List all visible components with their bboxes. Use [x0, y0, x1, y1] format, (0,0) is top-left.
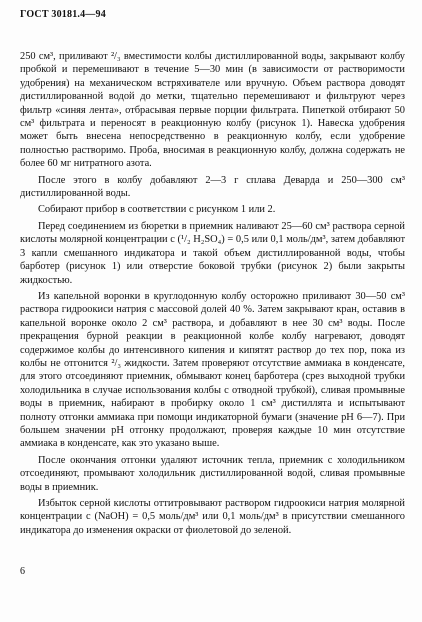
- paragraph-receiver-preparation: Перед соединением из бюретки в приемник наливают 25—60 см³ раствора серной кислоты молярной концентрации c (¹/₂ H₂SO₄) = 0,5 или 0,1 моль/дм³, затем добавляют 3 капли смешанного индикатора и такой объем дистиллированной воды, чтобы барботер (рисунок 1) или отверстие боковой трубки (рисунок 2) были закрыты жидкостью.: [20, 220, 405, 286]
- paragraph-sample-preparation: 250 см³, приливают ²/₃ вместимости колбы дистиллированной воды, закрывают колбу пробкой и перемешивают в течение 5—30 мин (в зависимости от растворимости удобрения) на механическом встряхивателе или вручную. Объем раствора доводят дистиллированной водой до метки, тщательно перемешивают и фильтруют через фильтр «синяя лента», отбрасывая первые порции фильтрата. Пипеткой отбирают 50 см³ фильтрата и переносят в реакционную колбу (рисунок 1). Навеска удобрения может быть внесена непосредственно в реакционную колбу, если удобрение полностью растворимо. Проба, вносимая в реакционную колбу, должна содержать не более 60 мг нитратного азота.: [20, 51, 405, 170]
- page-number: 6: [20, 566, 25, 577]
- paragraph-end-of-distillation: После окончания отгонки удаляют источник тепла, приемник с холодильником отсоединяют, промывают холодильник дистиллированной водой, сливая промывные воды в приемник.: [20, 454, 405, 493]
- page-body-text: [20, 50, 405, 540]
- page-header-standard-code: ГОСТ 30181.4—94: [20, 9, 106, 20]
- paragraph-distillation: Из капельной воронки в круглодонную колбу осторожно приливают 30—50 см³ раствора гидроокиси натрия с массовой долей 40 %. Затем закрывают кран, оставив в капельной воронке около 2 см³ раствора, и добавляют в нее 30 см³ воды. После прекращения бурной реакции в реакционной колбе колбу нагревают, доводят содержимое колбы до интенсивного кипения и кипятят раствор до тех пор, пока из колбы не отгонится ²/₃ жидкости. Затем проверяют отсутствие аммиака в конденсате, для этого отсоединяют приемник, обмывают конец барботера (срез выходной трубки холодильника в случае использования колбы с отводной трубкой), сливая промывные воды в приемник, набирают в пробирку около 1 см³ дистиллята и испытывают полноту отгонки аммиака при помощи индикаторной бумаги (значение pH 6—7). При большем значении pH отгонку продолжают, проверяя каждые 10 мин отсутствие аммиака в конденсате, как это указано выше.: [20, 290, 405, 450]
- paragraph-back-titration: Избыток серной кислоты оттитровывают раствором гидроокиси натрия молярной концентрации c (NaOH) = 0,5 моль/дм³ или 0,1 моль/дм³ в присутствии смешанного индикатора до изменения окраски от фиолетовой до зеленой.: [20, 498, 405, 536]
- paragraph-devarda-alloy: После этого в колбу добавляют 2—3 г сплава Деварда и 250—300 см³ дистиллированной воды.: [20, 174, 405, 200]
- paragraph-assemble-apparatus: Собирают прибор в соответствии с рисунком 1 или 2.: [38, 204, 276, 216]
